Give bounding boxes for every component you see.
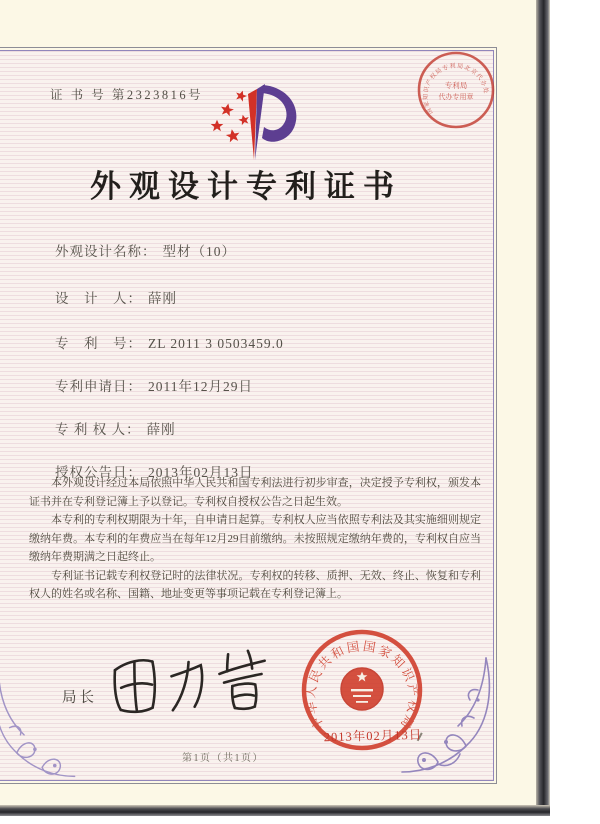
stamp-ring-text: 国家知识产权局专利局北京代办处 [423,63,489,116]
legal-paragraph: 专利证书记载专利权登记时的法律状况。专利权的转移、质押、无效、终止、恢复和专利权人的姓名或名称、国籍、地址变更等事项记载在专利登记簿上。 [29,569,481,600]
field-value: ZL 2011 3 0503459.0 [148,336,284,351]
field-value: 薛刚 [148,291,177,306]
field-label: 专 利 权 人： [55,422,141,437]
corner-ornament-icon [0,668,90,780]
legal-text [29,474,481,604]
field-label: 外观设计名称： [55,244,157,259]
field-value: 薛刚 [146,422,176,437]
field-filing-date [55,375,485,395]
seal-ring-text: 中华人民共和国国家知识产权局 [303,639,421,733]
director-signature [100,643,285,725]
director-label: 局长 [62,690,97,706]
field-value: 2013年02月13日 [148,465,254,480]
field-label: 授权公告日： [55,465,142,480]
field-design-name [55,240,485,260]
field-value: 型材（10） [162,244,236,259]
corner-stamp [414,48,498,132]
page-number: 第1页（共1页） [182,753,264,764]
field-designer [55,287,485,307]
field-label: 专 利 号： [55,336,142,351]
stamp-center-line1: 专利局 [444,81,468,90]
seal-date: 2013年02月13日 [323,727,423,745]
certificate-number: 证 书 号 第2323816号 [50,88,204,102]
sipo-logo-icon [203,74,305,168]
field-label: 设 计 人： [55,291,142,306]
field-value: 2011年12月29日 [148,379,253,394]
national-emblem-icon [341,668,383,710]
field-patent-number [55,332,485,352]
legal-paragraph: 本外观设计经过本局依照中华人民共和国专利法进行初步审查，决定授予专利权，颁发本证书并在专利登记簿上予以登记。专利权自授权公告之日起生效。 [29,477,481,508]
scan-edge [536,0,550,816]
legal-paragraph: 本专利的专利权期限为十年，自申请日起算。专利权人应当依照专利法及其实施细则规定缴纳年费。本专利的年费应当在每年12月29日前缴纳。未按照规定缴纳年费的，专利权自应当缴纳年费期满之日起终止。 [29,514,481,563]
field-label: 专利申请日： [55,379,142,394]
scan-edge [0,805,550,816]
stamp-center-line2: 代办专用章 [438,93,474,101]
certificate-title: 外观设计专利证书 [90,169,402,204]
field-patentee [55,418,485,438]
